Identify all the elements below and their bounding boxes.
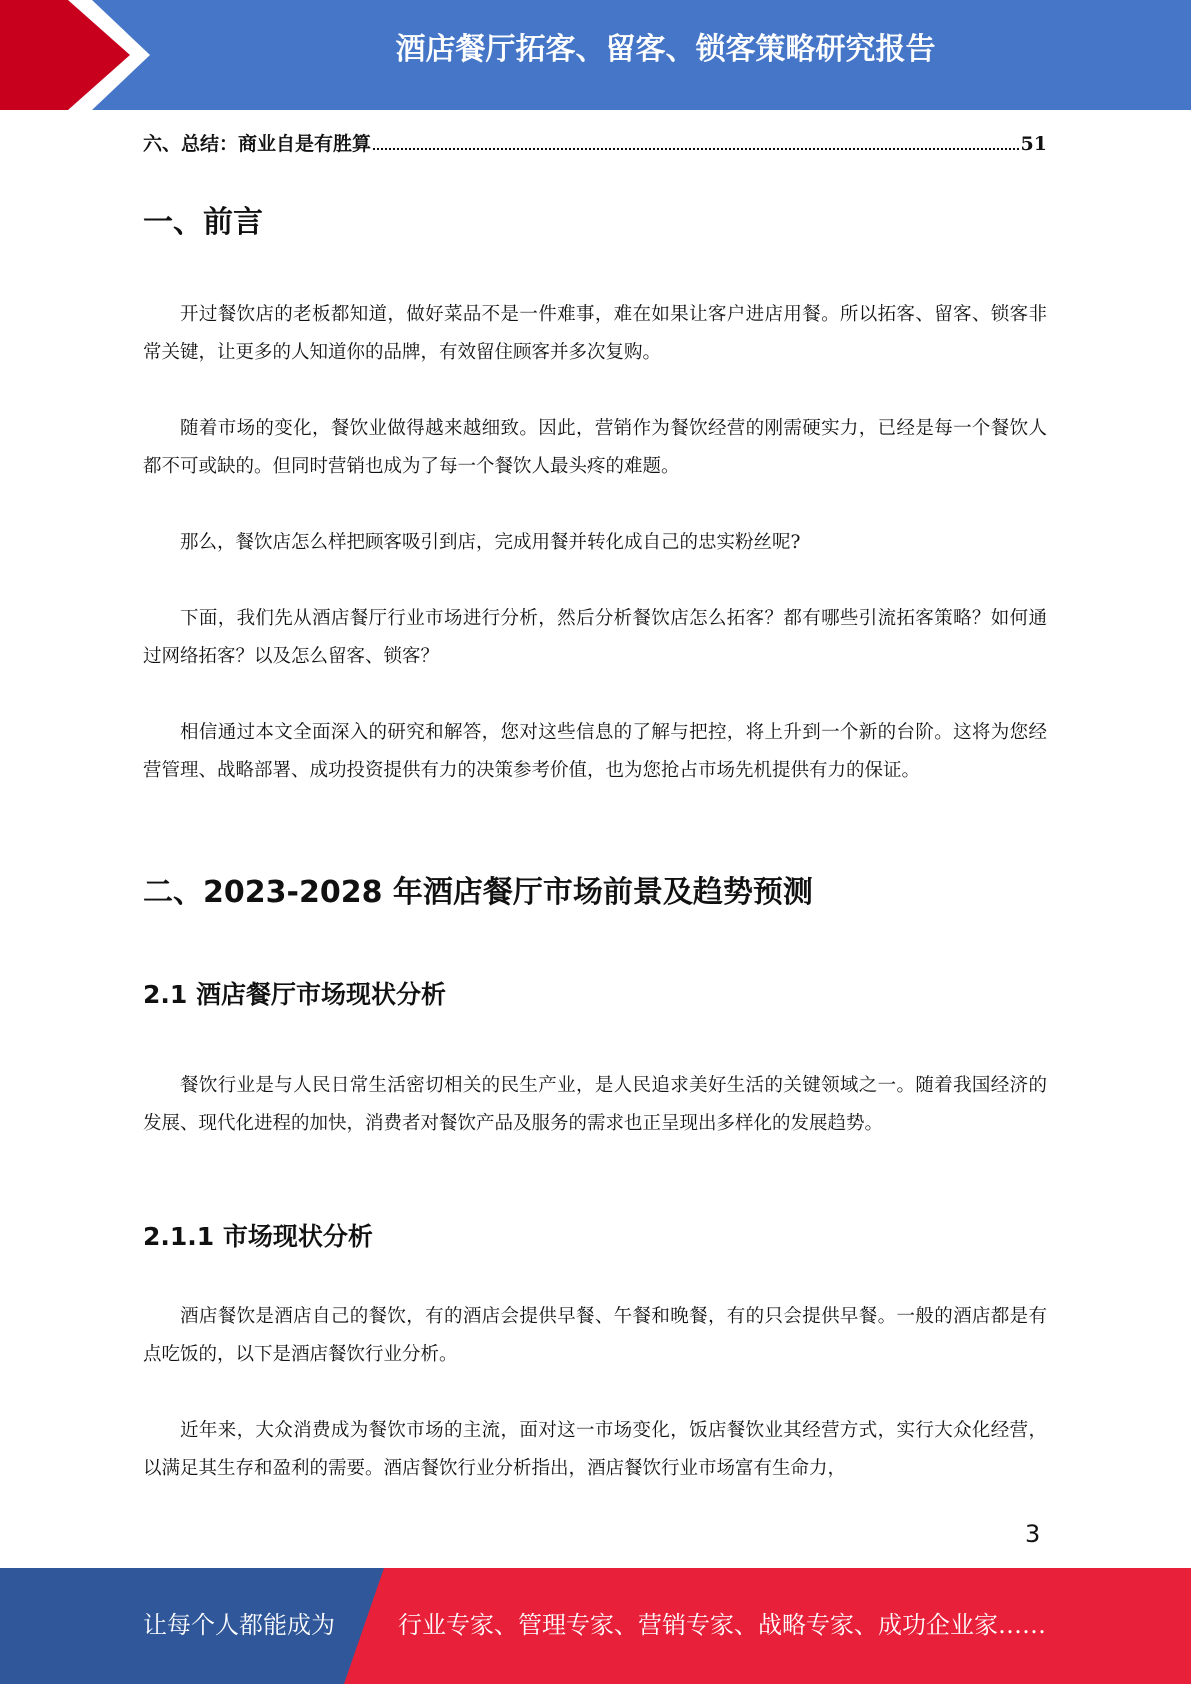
- subsection-heading-2-1: 2.1 酒店餐厅市场现状分析: [143, 980, 446, 1009]
- toc-entry-page: 51: [1020, 133, 1047, 155]
- page-number: 3: [1025, 1520, 1041, 1548]
- subsection-heading-2-1-1: 2.1.1 市场现状分析: [143, 1222, 373, 1251]
- section-heading-market-outlook: 二、2023-2028 年酒店餐厅市场前景及趋势预测: [143, 875, 813, 910]
- paragraph: 开过餐饮店的老板都知道，做好菜品不是一件难事，难在如果让客户进店用餐。所以拓客、留客、锁客非常关键，让更多的人知道你的品牌，有效留住顾客并多次复购。: [143, 304, 1047, 363]
- paragraph: 相信通过本文全面深入的研究和解答，您对这些信息的了解与把控，将上升到一个新的台阶。这将为您经营管理、战略部署、成功投资提供有力的决策参考价值，也为您抢占市场先机提供有力的保证。: [143, 722, 1047, 781]
- page-header: [0, 0, 1191, 110]
- paragraph: 随着市场的变化，餐饮业做得越来越细致。因此，营销作为餐饮经营的刚需硬实力，已经是每一个餐饮人都不可或缺的。但同时营销也成为了每一个餐饮人最头疼的难题。: [143, 418, 1047, 477]
- footer-slogan-right: 行业专家、管理专家、营销专家、战略专家、成功企业家……: [398, 1611, 1046, 1639]
- paragraph: 餐饮行业是与人民日常生活密切相关的民生产业，是人民追求美好生活的关键领域之一。随着我国经济的发展、现代化进程的加快，消费者对餐饮产品及服务的需求也正呈现出多样化的发展趋势。: [143, 1075, 1047, 1134]
- toc-entry-label: 六、总结：商业自是有胜算: [143, 133, 372, 155]
- paragraph: 酒店餐饮是酒店自己的餐饮，有的酒店会提供早餐、午餐和晚餐，有的只会提供早餐。一般的酒店都是有点吃饭的，以下是酒店餐饮行业分析。: [143, 1306, 1047, 1365]
- toc-entry[interactable]: [143, 130, 1047, 158]
- page-footer: [0, 1568, 1191, 1684]
- footer-slogan-left: 让每个人都能成为: [143, 1611, 335, 1639]
- paragraph: 近年来，大众消费成为餐饮市场的主流，面对这一市场变化，饭店餐饮业其经营方式，实行大众化经营，以满足其生存和盈利的需要。酒店餐饮行业分析指出，酒店餐饮行业市场富有生命力，: [143, 1420, 1047, 1479]
- section-heading-preface: 一、前言: [143, 205, 263, 240]
- report-title: 酒店餐厅拓客、留客、锁客策略研究报告: [395, 32, 936, 67]
- paragraph: 那么，餐饮店怎么样把顾客吸引到店，完成用餐并转化成自己的忠实粉丝呢?: [180, 532, 801, 553]
- toc-leader-dots: [373, 148, 1019, 150]
- paragraph: 下面，我们先从酒店餐厅行业市场进行分析，然后分析餐饮店怎么拓客？都有哪些引流拓客策略？如何通过网络拓客？以及怎么留客、锁客？: [143, 608, 1047, 667]
